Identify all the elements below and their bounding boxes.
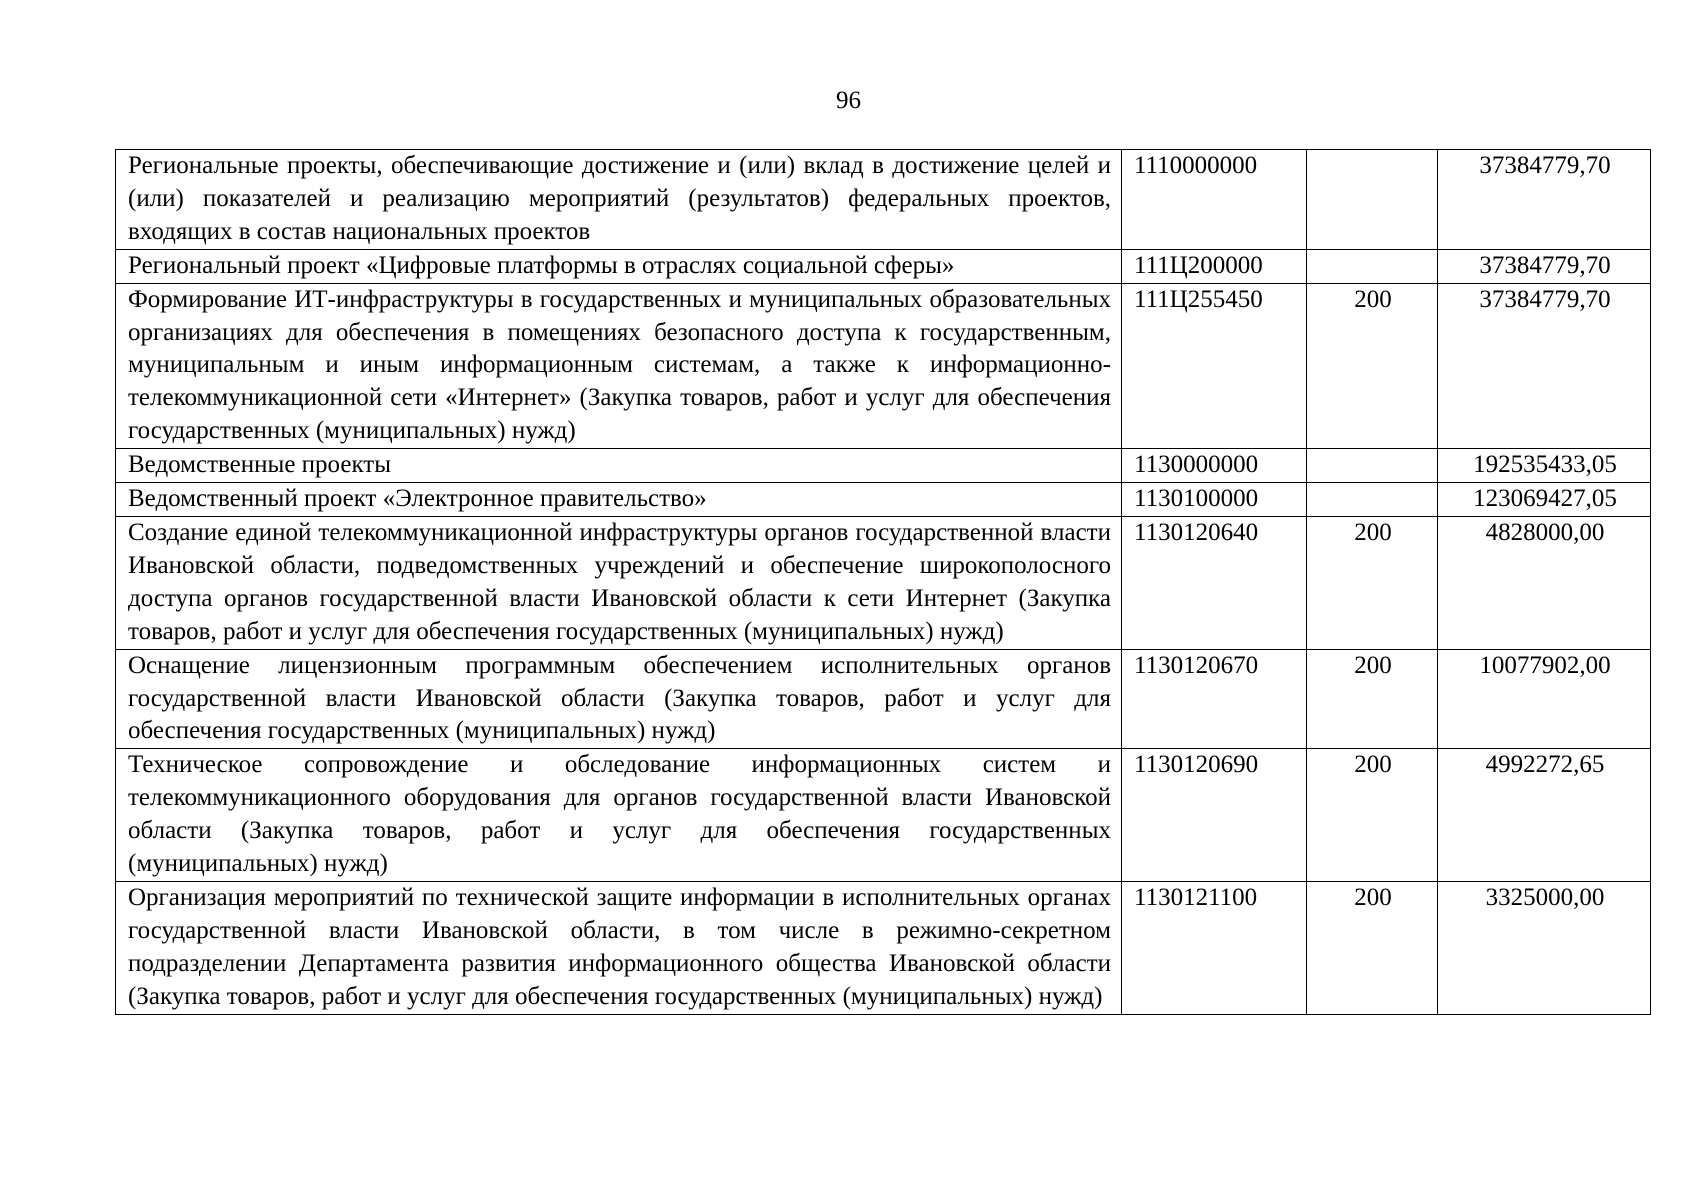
row-code: 1130120690: [1122, 749, 1307, 882]
budget-table: [115, 149, 1651, 1015]
row-code: 111Ц255450: [1122, 283, 1307, 449]
row-sum: 10077902,00: [1438, 649, 1651, 749]
row-type: 200: [1307, 749, 1438, 882]
row-type: [1307, 249, 1438, 283]
row-type: 200: [1307, 881, 1438, 1014]
table-row: [116, 283, 1651, 449]
row-code: 1130121100: [1122, 881, 1307, 1014]
row-name: Формирование ИТ-инфраструктуры в государственных и муниципальных образовательных организациях для обеспечения в помещениях безопасного доступа к государственным, муниципальным и иным информационным системам, а также к информационно-телекоммуникационной сети «Интернет» (Закупка товаров, работ и услуг для обеспечения государственных (муниципальных) нужд): [116, 283, 1122, 449]
row-name: Техническое сопровождение и обследование информационных систем и телекоммуникационного оборудования для органов государственной власти Ивановской области (Закупка товаров, работ и услуг для обеспечения государственных (муниципальных) нужд): [116, 749, 1122, 882]
row-code: 1130120640: [1122, 516, 1307, 649]
row-code: 1110000000: [1122, 150, 1307, 250]
row-sum: 3325000,00: [1438, 881, 1651, 1014]
row-type: 200: [1307, 516, 1438, 649]
row-sum: 37384779,70: [1438, 150, 1651, 250]
table-row: [116, 749, 1651, 882]
table-row: [116, 881, 1651, 1014]
row-code: 1130100000: [1122, 483, 1307, 517]
row-type: [1307, 449, 1438, 483]
row-name: Региональные проекты, обеспечивающие достижение и (или) вклад в достижение целей и (или) показателей и реализацию мероприятий (результатов) федеральных проектов, входящих в состав национальных проектов: [116, 150, 1122, 250]
table-row: [116, 483, 1651, 517]
row-sum: 37384779,70: [1438, 283, 1651, 449]
table-row: [116, 649, 1651, 749]
row-sum: 192535433,05: [1438, 449, 1651, 483]
table-row: [116, 449, 1651, 483]
row-name: Оснащение лицензионным программным обеспечением исполнительных органов государственной власти Ивановской области (Закупка товаров, работ и услуг для обеспечения государственных (муниципальных) нужд): [116, 649, 1122, 749]
table-row: [116, 150, 1651, 250]
row-type: [1307, 483, 1438, 517]
row-name: Ведомственные проекты: [116, 449, 1122, 483]
row-sum: 37384779,70: [1438, 249, 1651, 283]
page-number: 96: [836, 87, 861, 114]
row-type: 200: [1307, 283, 1438, 449]
row-name: Организация мероприятий по технической защите информации в исполнительных органах государственной власти Ивановской области, в том числе в режимно-секретном подразделении Департамента развития информационного общества Ивановской области (Закупка товаров, работ и услуг для обеспечения государственных (муниципальных) нужд): [116, 881, 1122, 1014]
table-row: [116, 249, 1651, 283]
row-name: Создание единой телекоммуникационной инфраструктуры органов государственной власти Ивановской области, подведомственных учреждений и обеспечение широкополосного доступа органов государственной власти Ивановской области к сети Интернет (Закупка товаров, работ и услуг для обеспечения государственных (муниципальных) нужд): [116, 516, 1122, 649]
row-sum: 4828000,00: [1438, 516, 1651, 649]
row-code: 1130120670: [1122, 649, 1307, 749]
row-code: 1130000000: [1122, 449, 1307, 483]
table-row: [116, 516, 1651, 649]
row-type: 200: [1307, 649, 1438, 749]
row-type: [1307, 150, 1438, 250]
row-name: Ведомственный проект «Электронное правительство»: [116, 483, 1122, 517]
row-sum: 123069427,05: [1438, 483, 1651, 517]
row-sum: 4992272,65: [1438, 749, 1651, 882]
row-name: Региональный проект «Цифровые платформы в отраслях социальной сферы»: [116, 249, 1122, 283]
row-code: 111Ц200000: [1122, 249, 1307, 283]
